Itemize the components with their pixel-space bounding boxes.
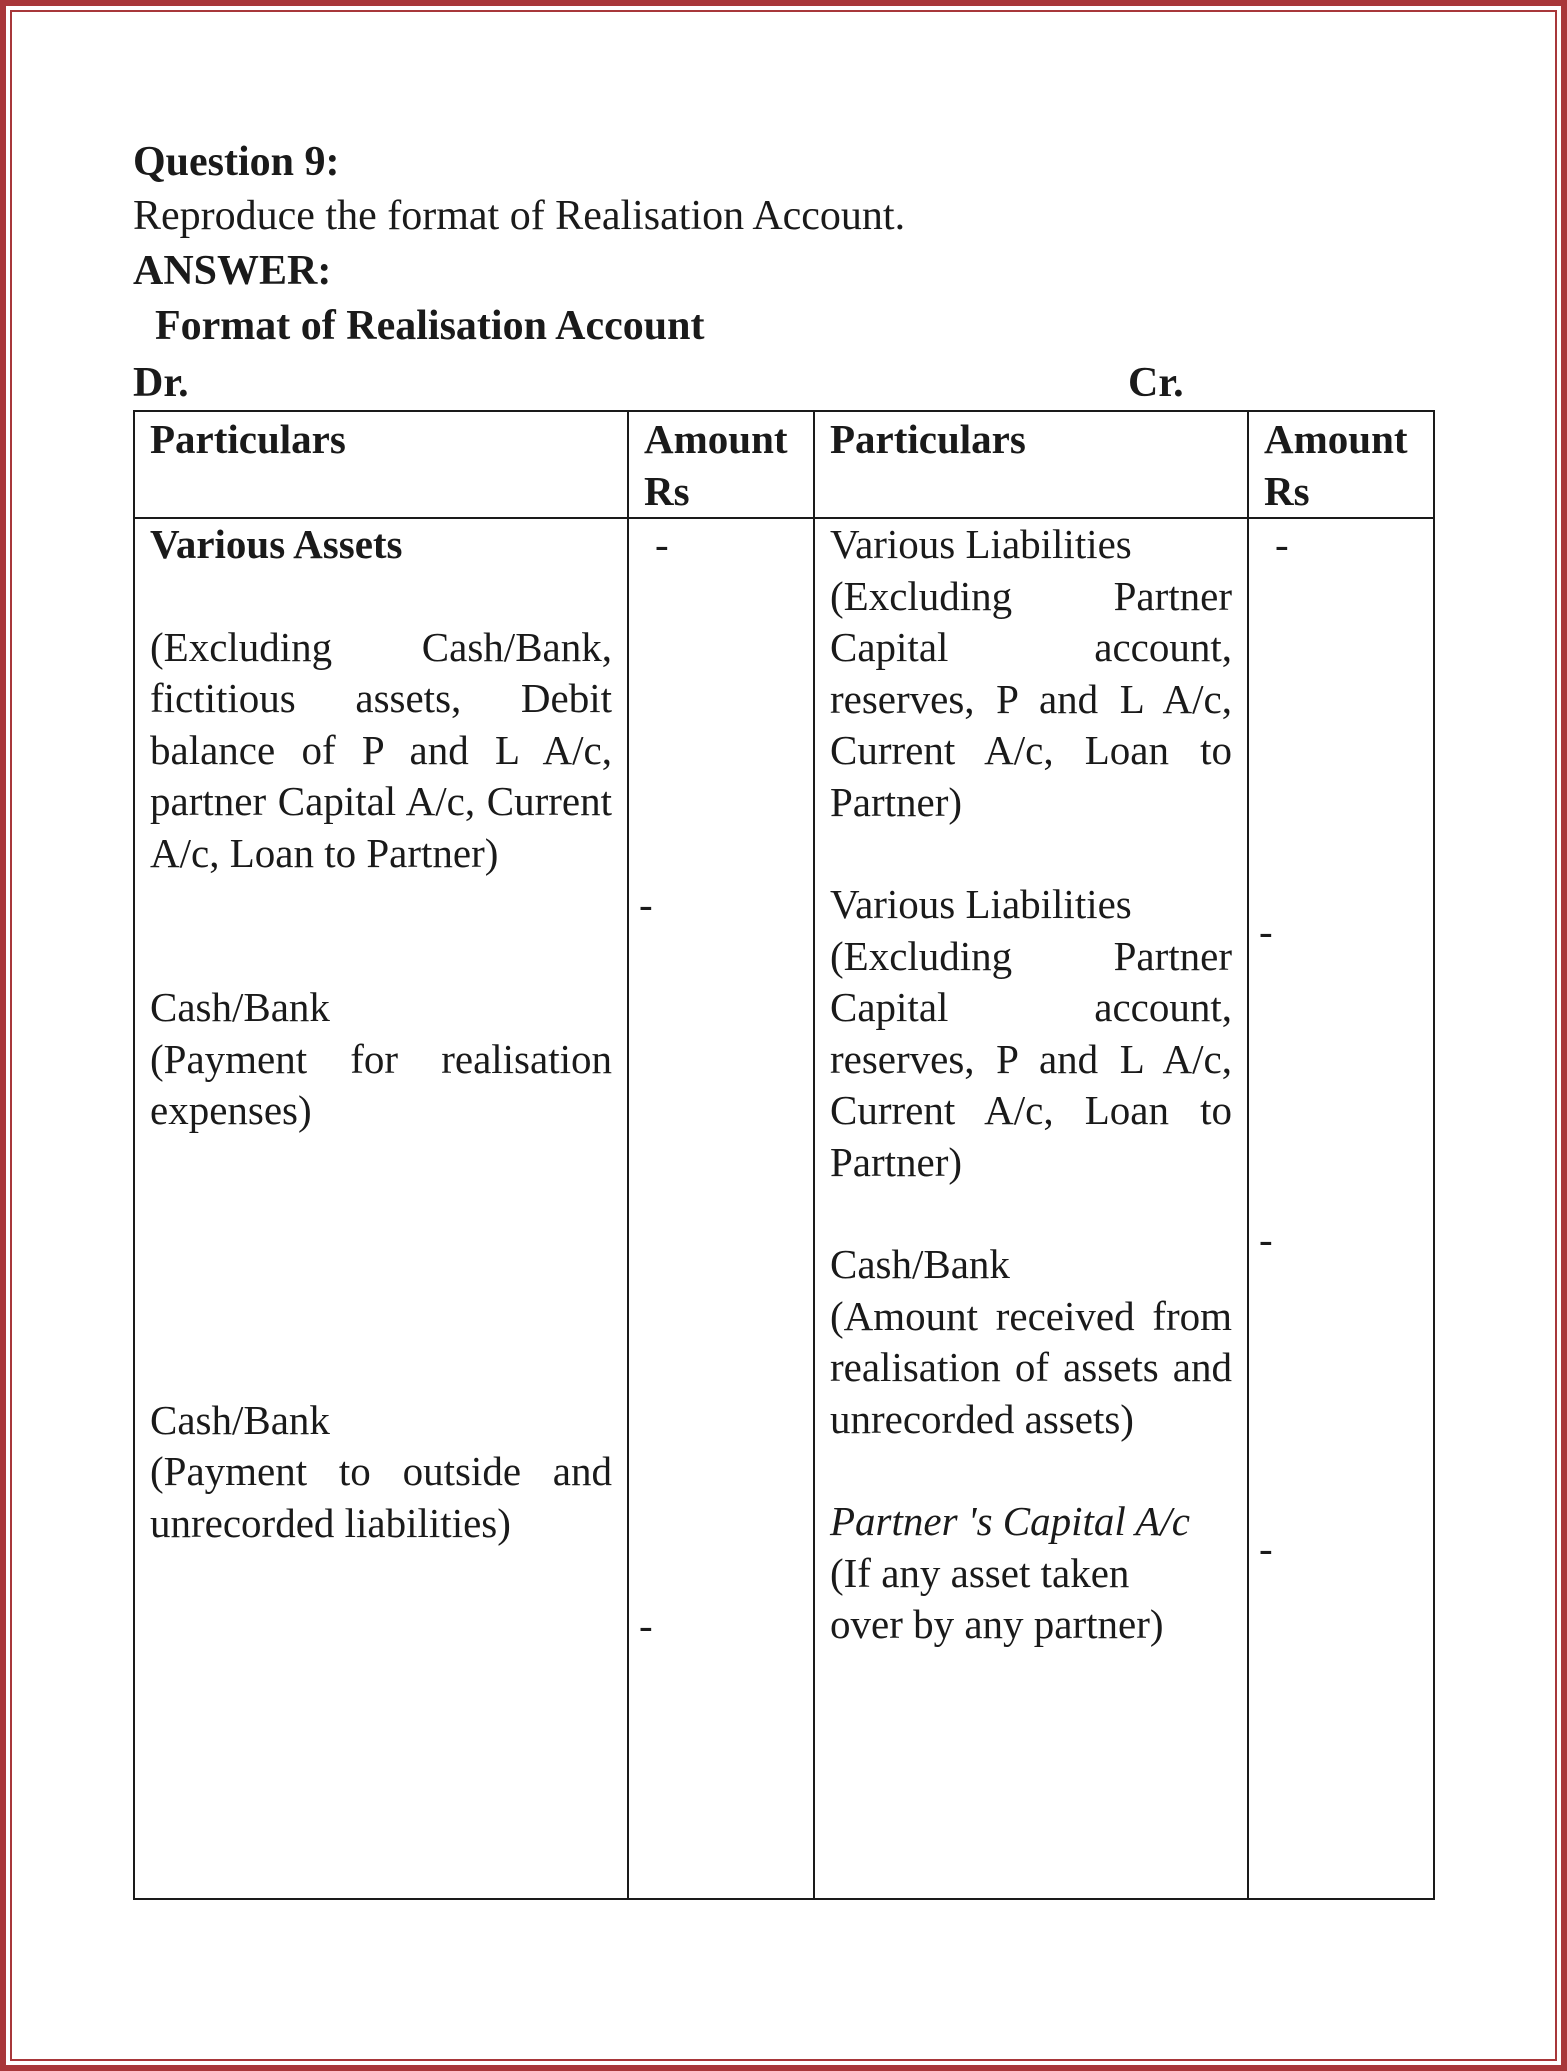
debit-entry-2-desc: (Payment for realisation expenses) xyxy=(150,1035,612,1133)
debit-entry-2-head: Cash/Bank xyxy=(150,984,330,1030)
credit-side-label: Cr. xyxy=(1128,360,1184,406)
credit-entry-1-head: Various Liabilities xyxy=(830,521,1132,567)
answer-label: ANSWER: xyxy=(133,248,332,294)
debit-amount-2: - xyxy=(639,880,653,927)
credit-entry-1-desc: (Excluding Partner Capital account, reserves, P and L A/c, Current A/c, Loan to Partner) xyxy=(830,572,1232,825)
question-title: Question 9: xyxy=(133,139,340,185)
credit-entry-2-head: Various Liabilities xyxy=(830,881,1132,927)
debit-entry-3-head: Cash/Bank xyxy=(150,1396,330,1443)
credit-entry-4-desc: (If any asset taken over by any partner) xyxy=(830,1549,1164,1647)
debit-amount-3: - xyxy=(639,1602,653,1648)
table-body-row xyxy=(134,518,1434,1899)
header-amount-credit: Amount Rs xyxy=(1248,411,1434,518)
debit-entry-1-desc: (Excluding Cash/Bank, fictitious assets, Debit balance of P and L A/c, partner Capital A/c, Current A/c, Loan to Partner) xyxy=(150,623,612,876)
credit-entry-2-desc: (Excluding Partner Capital account, reserves, P and L A/c, Current A/c, Loan to Partner) xyxy=(830,932,1232,1185)
account-title: Format of Realisation Account xyxy=(155,303,705,349)
credit-entry-3-desc: (Amount received from realisation of assets and unrecorded assets) xyxy=(830,1292,1232,1442)
debit-side-label: Dr. xyxy=(133,360,189,406)
debit-entry-3-desc: (Payment to outside and unrecorded liabilities) xyxy=(150,1448,612,1546)
table-header-row xyxy=(134,411,1434,518)
debit-entry-1-head: Various Assets xyxy=(150,521,403,567)
debit-amount-1: - xyxy=(655,521,669,567)
credit-amount-cell xyxy=(1248,518,1434,1899)
credit-amount-4: - xyxy=(1259,1524,1273,1571)
debit-amount-cell xyxy=(628,518,814,1899)
credit-entry-4-head: Partner 's Capital A/c xyxy=(830,1498,1190,1544)
credit-amount-1: - xyxy=(1275,521,1289,567)
debit-particulars-cell xyxy=(134,518,628,1899)
header-particulars-credit: Particulars xyxy=(814,411,1248,518)
realisation-account-table xyxy=(133,410,1435,1900)
credit-entry-3-head: Cash/Bank xyxy=(830,1241,1010,1287)
credit-amount-2: - xyxy=(1259,907,1273,954)
header-amount-debit: Amount Rs xyxy=(628,411,814,518)
credit-amount-3: - xyxy=(1259,1216,1273,1262)
header-particulars-debit: Particulars xyxy=(134,411,628,518)
credit-particulars-cell xyxy=(814,518,1248,1899)
question-text: Reproduce the format of Realisation Account. xyxy=(133,193,906,239)
